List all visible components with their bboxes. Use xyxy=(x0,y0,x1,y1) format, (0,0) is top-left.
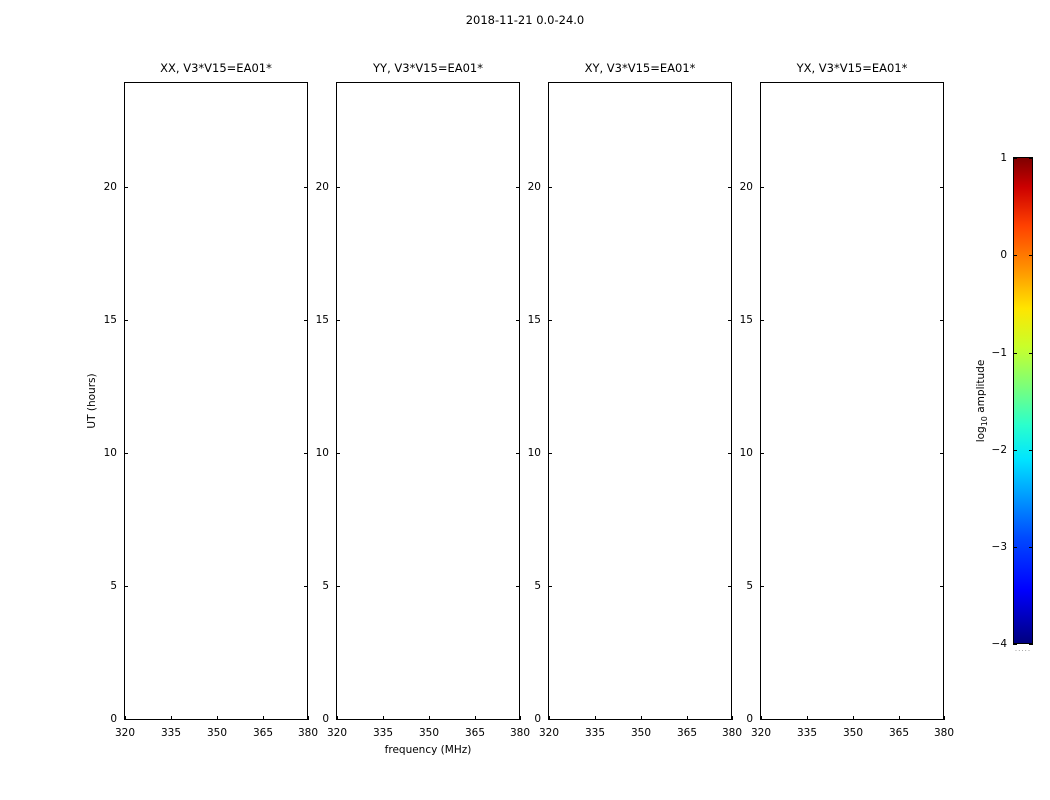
ytick-mark xyxy=(124,320,128,321)
ytick-label: 10 xyxy=(739,447,753,459)
colorbar-tick-label: −3 xyxy=(991,541,1007,553)
colorbar-tick-mark xyxy=(1029,353,1033,354)
ytick-mark xyxy=(728,320,732,321)
xtick-label: 335 xyxy=(160,727,182,739)
colorbar-underflow-marker: ..... xyxy=(1014,645,1032,653)
ytick-label: 15 xyxy=(739,314,753,326)
ytick-mark xyxy=(760,187,764,188)
ytick-label: 5 xyxy=(322,580,329,592)
ytick-mark xyxy=(516,586,520,587)
ytick-mark xyxy=(124,719,128,720)
ytick-label: 0 xyxy=(322,713,329,725)
ytick-label: 10 xyxy=(103,447,117,459)
xtick-label: 320 xyxy=(538,727,560,739)
xtick-mark xyxy=(687,716,688,720)
panel-yx[interactable] xyxy=(739,61,955,739)
xtick-mark xyxy=(475,716,476,720)
y-axis-label: UT (hours) xyxy=(86,373,98,429)
ytick-label: 5 xyxy=(746,580,753,592)
plot-surface-xx xyxy=(125,83,307,719)
panel-xx[interactable] xyxy=(103,61,319,739)
xtick-mark xyxy=(944,716,945,720)
plot-surface-xy xyxy=(549,83,731,719)
ytick-label: 0 xyxy=(110,713,117,725)
xtick-label: 350 xyxy=(842,727,864,739)
ytick-mark xyxy=(940,586,944,587)
ytick-mark xyxy=(516,719,520,720)
ytick-label: 15 xyxy=(527,314,541,326)
xtick-label: 365 xyxy=(676,727,698,739)
xtick-label: 350 xyxy=(418,727,440,739)
ytick-mark xyxy=(760,453,764,454)
panel-title-yy: YY, V3*V15=EA01* xyxy=(373,61,483,75)
ytick-label: 15 xyxy=(315,314,329,326)
colorbar-label: $\log_{10}$ amplitude xyxy=(974,359,990,443)
xtick-label: 380 xyxy=(297,727,319,739)
panel-title-yx: YX, V3*V15=EA01* xyxy=(796,61,908,75)
x-axis-label: frequency (MHz) xyxy=(384,744,472,756)
ytick-mark xyxy=(304,320,308,321)
colorbar-tick-label: −1 xyxy=(991,347,1007,359)
xtick-label: 320 xyxy=(326,727,348,739)
ytick-mark xyxy=(760,320,764,321)
ytick-label: 20 xyxy=(103,181,117,193)
xtick-label: 335 xyxy=(372,727,394,739)
xtick-label: 365 xyxy=(888,727,910,739)
xtick-label: 365 xyxy=(252,727,274,739)
ytick-mark xyxy=(304,719,308,720)
ytick-mark xyxy=(940,187,944,188)
xtick-mark xyxy=(641,716,642,720)
ytick-mark xyxy=(304,586,308,587)
colorbar-tick-label: 0 xyxy=(1000,249,1007,261)
ytick-mark xyxy=(516,320,520,321)
ytick-mark xyxy=(304,187,308,188)
ytick-label: 20 xyxy=(315,181,329,193)
xtick-label: 380 xyxy=(933,727,955,739)
ytick-mark xyxy=(760,719,764,720)
ytick-mark xyxy=(516,187,520,188)
panel-yy[interactable] xyxy=(315,61,531,739)
xtick-mark xyxy=(520,716,521,720)
colorbar-tick-mark xyxy=(1029,547,1033,548)
xtick-label: 380 xyxy=(721,727,743,739)
ytick-label: 5 xyxy=(110,580,117,592)
panel-xy[interactable] xyxy=(527,61,743,739)
xtick-label: 335 xyxy=(584,727,606,739)
ytick-mark xyxy=(548,187,552,188)
ytick-mark xyxy=(336,320,340,321)
colorbar-tick-mark xyxy=(1029,255,1033,256)
ytick-mark xyxy=(304,453,308,454)
ytick-mark xyxy=(940,320,944,321)
ytick-mark xyxy=(336,586,340,587)
xtick-label: 320 xyxy=(114,727,136,739)
plot-surface-yy xyxy=(337,83,519,719)
ytick-label: 20 xyxy=(527,181,541,193)
panel-title-xy: XY, V3*V15=EA01* xyxy=(584,61,696,75)
ytick-mark xyxy=(124,187,128,188)
xtick-mark xyxy=(217,716,218,720)
xtick-mark xyxy=(383,716,384,720)
xtick-label: 380 xyxy=(509,727,531,739)
ytick-mark xyxy=(548,586,552,587)
ytick-label: 0 xyxy=(746,713,753,725)
xtick-label: 350 xyxy=(206,727,228,739)
ytick-mark xyxy=(940,453,944,454)
ytick-mark xyxy=(516,453,520,454)
colorbar-tick-mark xyxy=(1013,450,1017,451)
ytick-mark xyxy=(728,453,732,454)
xtick-label: 320 xyxy=(750,727,772,739)
ytick-mark xyxy=(940,719,944,720)
xtick-mark xyxy=(899,716,900,720)
figure-suptitle: 2018-11-21 0.0-24.0 xyxy=(465,13,585,27)
panel-title-xx: XX, V3*V15=EA01* xyxy=(160,61,272,75)
xtick-mark xyxy=(595,716,596,720)
ytick-mark xyxy=(548,320,552,321)
ytick-mark xyxy=(760,586,764,587)
xtick-mark xyxy=(308,716,309,720)
ytick-label: 15 xyxy=(103,314,117,326)
colorbar-tick-label: −4 xyxy=(991,638,1007,650)
colorbar-tick-mark xyxy=(1029,158,1033,159)
ytick-mark xyxy=(728,187,732,188)
colorbar-tick-mark xyxy=(1013,255,1017,256)
colorbar-tick-label: −2 xyxy=(991,444,1007,456)
ytick-mark xyxy=(124,453,128,454)
colorbar-tick-mark xyxy=(1013,353,1017,354)
ytick-label: 20 xyxy=(739,181,753,193)
ytick-mark xyxy=(124,586,128,587)
xtick-label: 350 xyxy=(630,727,652,739)
colorbar-tick-label: 1 xyxy=(1000,152,1007,164)
ytick-mark xyxy=(336,453,340,454)
ytick-mark xyxy=(728,586,732,587)
ytick-mark xyxy=(548,719,552,720)
ytick-mark xyxy=(728,719,732,720)
xtick-mark xyxy=(732,716,733,720)
ytick-label: 5 xyxy=(534,580,541,592)
ytick-mark xyxy=(336,719,340,720)
colorbar-tick-mark xyxy=(1013,158,1017,159)
ytick-label: 10 xyxy=(527,447,541,459)
ytick-mark xyxy=(336,187,340,188)
ytick-mark xyxy=(548,453,552,454)
colorbar-tick-mark xyxy=(1029,450,1033,451)
xtick-label: 335 xyxy=(796,727,818,739)
xtick-mark xyxy=(853,716,854,720)
xtick-mark xyxy=(807,716,808,720)
xtick-mark xyxy=(171,716,172,720)
xtick-label: 365 xyxy=(464,727,486,739)
colorbar[interactable] xyxy=(991,152,1033,650)
ytick-label: 10 xyxy=(315,447,329,459)
ytick-label: 0 xyxy=(534,713,541,725)
xtick-mark xyxy=(263,716,264,720)
plot-surface-yx xyxy=(761,83,943,719)
xtick-mark xyxy=(429,716,430,720)
colorbar-tick-mark xyxy=(1013,547,1017,548)
